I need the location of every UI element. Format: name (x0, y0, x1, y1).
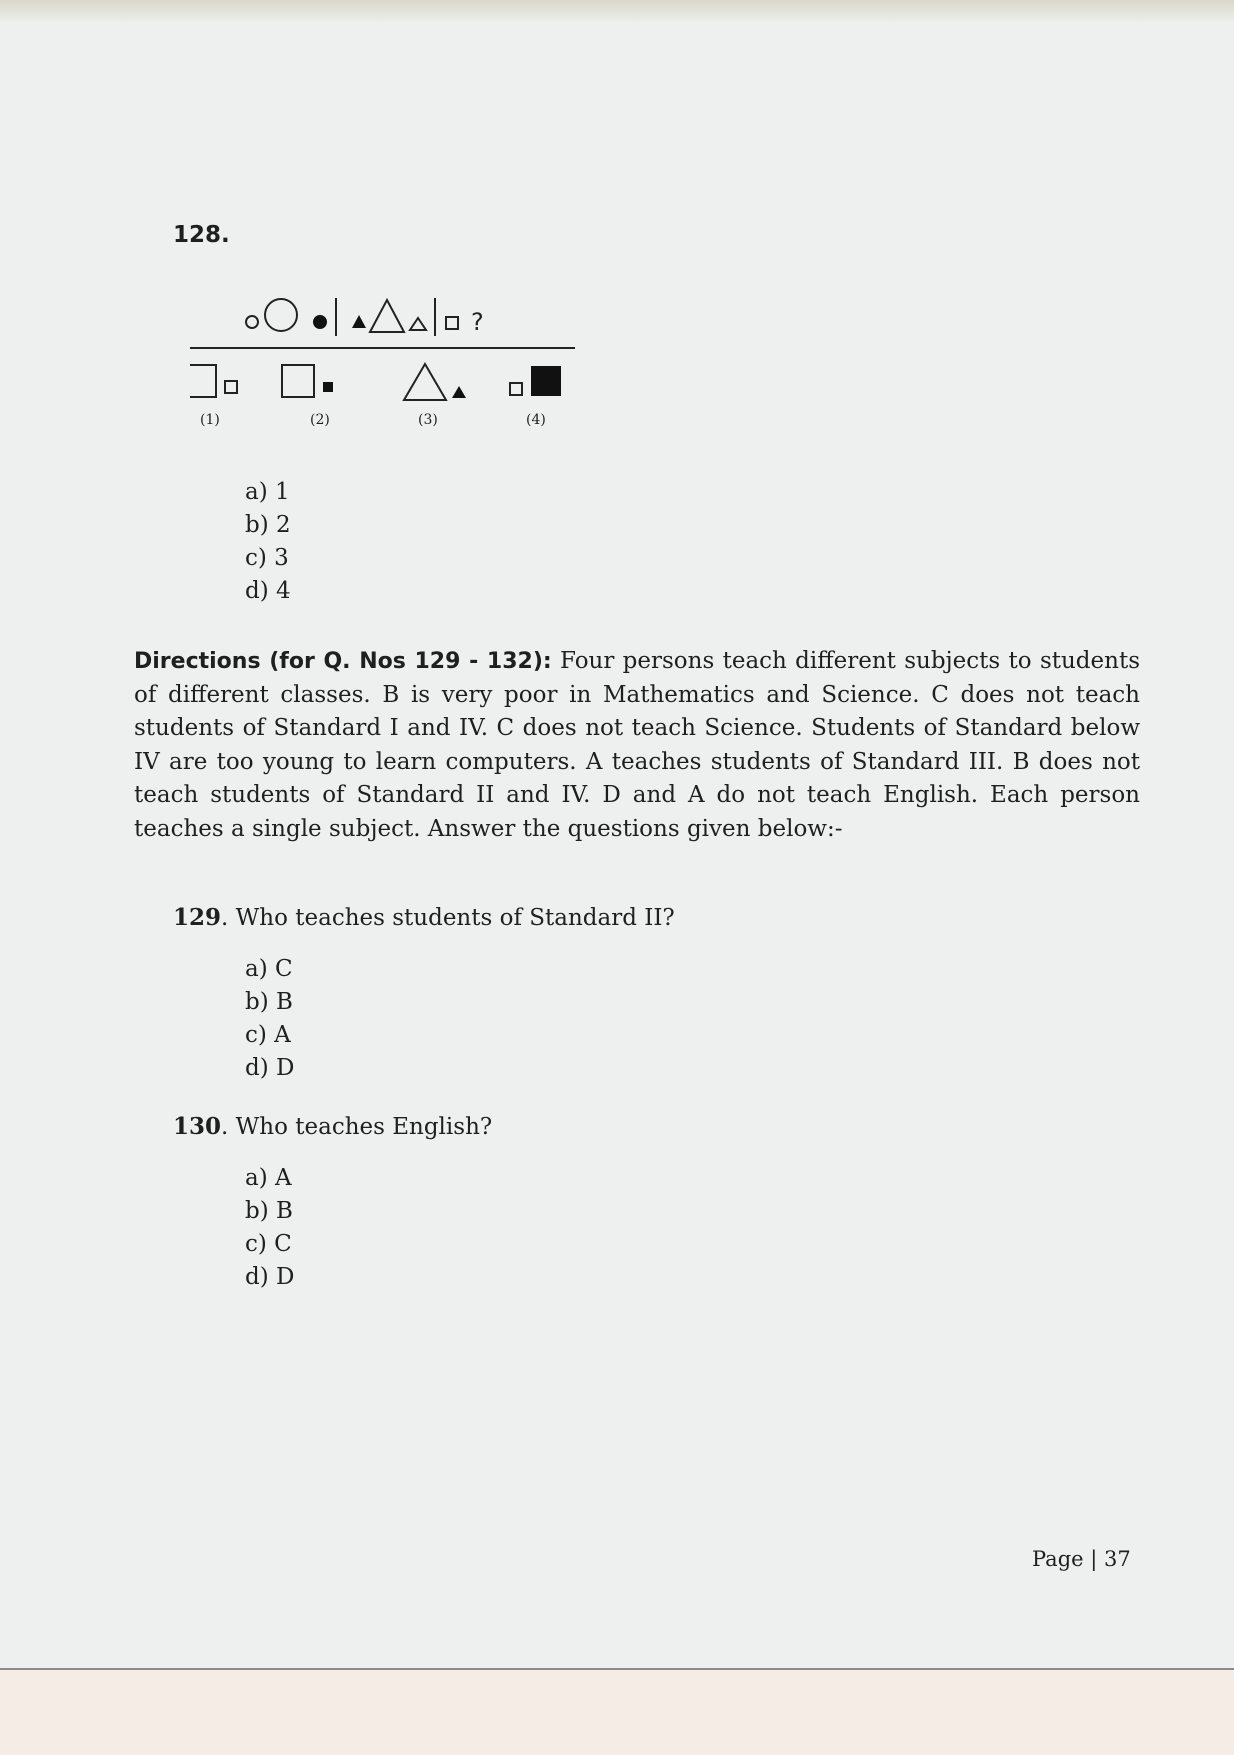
option1-large-square (190, 365, 216, 397)
question-129-number: 129 (173, 904, 222, 931)
page-number: Page | 37 (1032, 1547, 1131, 1571)
option-b[interactable]: b) 2 (245, 512, 291, 538)
question-129-options (245, 953, 294, 1085)
option-d[interactable]: d) D (245, 1055, 295, 1081)
directions-paragraph (134, 645, 1140, 846)
option-c[interactable]: c) C (245, 1231, 292, 1257)
question-mark: ? (471, 308, 484, 336)
option-b[interactable]: b) B (245, 989, 293, 1015)
question-130-number: 130 (173, 1113, 222, 1140)
option4-small-square (510, 383, 522, 395)
figure-label-1: (1) (200, 412, 220, 428)
figure-label-4: (4) (526, 412, 546, 428)
question-130-text: . Who teaches English? (221, 1114, 493, 1140)
filled-circle-shape (313, 315, 327, 329)
question-129 (173, 904, 675, 931)
option-a[interactable]: a) 1 (245, 479, 290, 505)
option2-large-square (282, 365, 314, 397)
question-128-options (245, 476, 291, 608)
small-triangle-shape (410, 318, 426, 330)
large-triangle-shape (370, 300, 404, 332)
small-square-shape (446, 317, 458, 329)
option-a[interactable]: a) A (245, 1165, 292, 1191)
option-d[interactable]: d) D (245, 1264, 295, 1290)
scan-edge-top (0, 0, 1234, 22)
small-circle-shape (246, 316, 258, 328)
option1-small-square (225, 381, 237, 393)
question-130 (173, 1113, 492, 1140)
option3-small-filled-triangle (452, 386, 466, 398)
directions-text: Four persons teach different subjects to students of different classes. B is very poor in Mathematics and Science. C does not teach students of Standard I and IV. C does not teach Science. Students of Standard below IV are too young to learn computers. A teaches students of Standard III. B does not teach students of Standard II and IV. D and A do not teach English. Each person teaches a single subject. Answer the questions given below:- (134, 648, 1140, 842)
option-b[interactable]: b) B (245, 1198, 293, 1224)
option-c[interactable]: c) 3 (245, 545, 289, 571)
option3-large-triangle (404, 364, 446, 400)
figure-label-2: (2) (310, 412, 330, 428)
option-a[interactable]: a) C (245, 956, 293, 982)
directions-heading: Directions (for Q. Nos 129 - 132): (134, 649, 552, 674)
question-128-figure (190, 260, 610, 430)
option2-small-filled-square (323, 382, 333, 392)
large-circle-shape (265, 299, 297, 331)
scan-edge-bottom (0, 1668, 1234, 1755)
question-130-options (245, 1162, 294, 1294)
figure-label-3: (3) (418, 412, 438, 428)
question-128-number: 128. (173, 222, 230, 248)
filled-triangle-shape (352, 315, 366, 328)
option4-large-filled-square (531, 366, 561, 396)
question-129-text: . Who teaches students of Standard II? (221, 905, 675, 931)
option-c[interactable]: c) A (245, 1022, 291, 1048)
option-d[interactable]: d) 4 (245, 578, 291, 604)
